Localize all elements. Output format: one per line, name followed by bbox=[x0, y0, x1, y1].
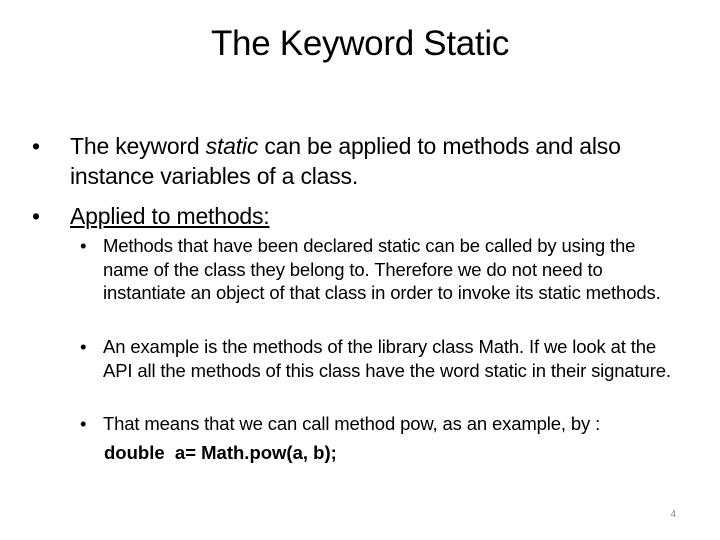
bullet-text-before: The keyword bbox=[70, 133, 206, 159]
bullet-text bbox=[70, 131, 670, 191]
sub-bullet-text: An example is the methods of the library class Math. If we look at the API all the methods of this class have the word static in their signature. bbox=[103, 336, 671, 381]
emphasis-static: static bbox=[205, 133, 259, 159]
sub-bullet-text: Methods that have been declared static can be called by using the name of the class they belong to. Therefore we do not need to instantiate an object of that class in order to invoke its static methods. bbox=[103, 235, 661, 303]
code-example: double a= Math.pow(a, b); bbox=[104, 442, 337, 463]
sub-bullet-dot: • bbox=[80, 235, 87, 256]
bullet-text-after: can be applied to methods and also instance variables of a class. bbox=[70, 133, 621, 189]
bullet-dot: • bbox=[32, 203, 40, 229]
page-number: 4 bbox=[670, 509, 676, 520]
slide-title: The Keyword Static bbox=[210, 24, 510, 63]
bullet-text: Applied to methods: bbox=[70, 203, 270, 229]
sub-bullet-dot: • bbox=[80, 336, 87, 357]
sub-bullet-text: That means that we can call method pow, as an example, by : bbox=[103, 413, 601, 434]
bullet-dot: • bbox=[32, 133, 40, 159]
sub-bullet-dot: • bbox=[80, 413, 87, 434]
